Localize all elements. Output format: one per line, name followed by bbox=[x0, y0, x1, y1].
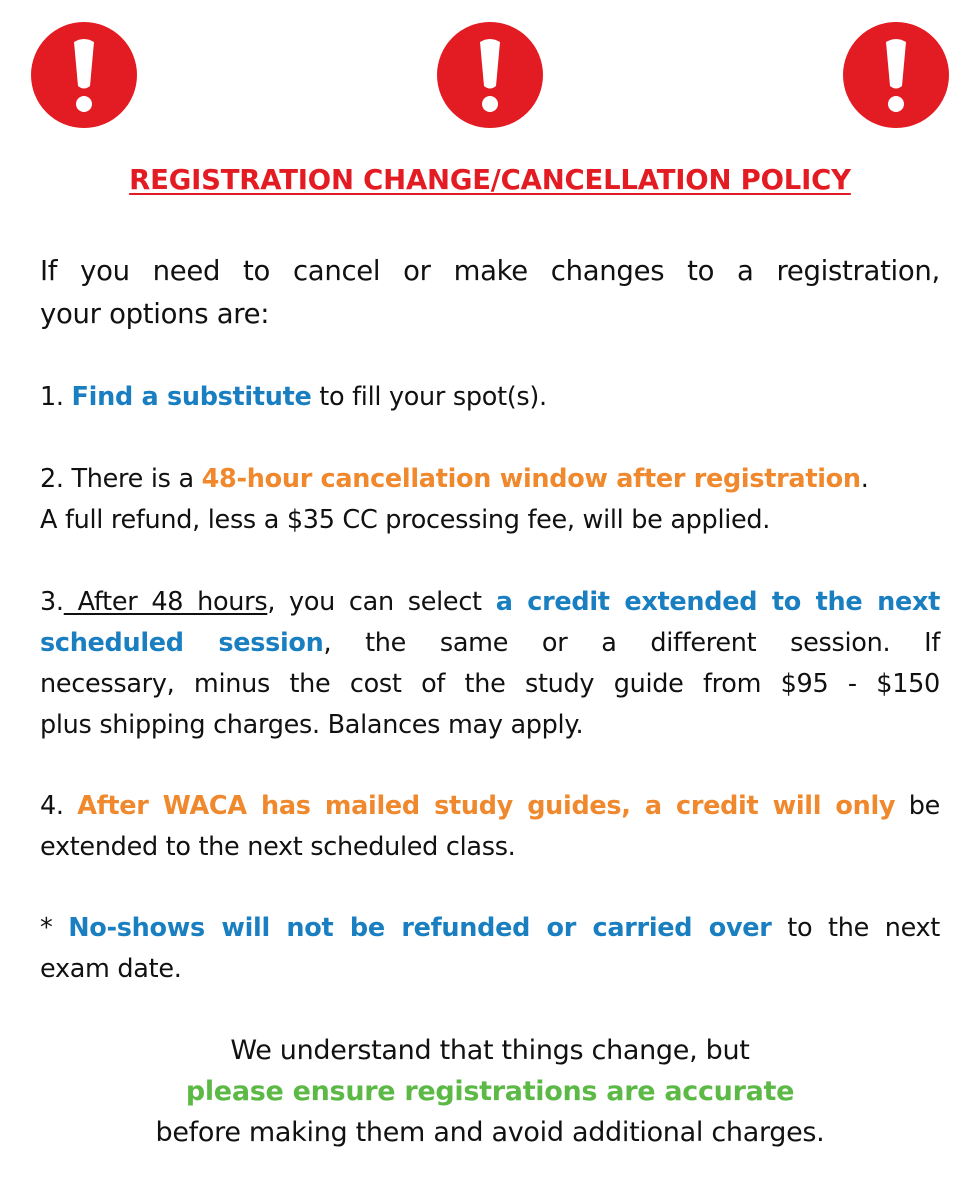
note-prefix: * bbox=[40, 913, 69, 943]
option-4 bbox=[40, 786, 940, 868]
option-2-suffix: . bbox=[860, 464, 869, 494]
option-1-number: 1. bbox=[40, 382, 72, 412]
option-3-highlight-b: scheduled session bbox=[40, 628, 324, 658]
option-1 bbox=[40, 377, 940, 418]
option-3-underlined: After 48 hours bbox=[63, 587, 268, 617]
option-3-line-3: necessary, minus the cost of the study guide from $95 - $150 bbox=[40, 669, 940, 699]
intro-paragraph bbox=[40, 250, 940, 336]
closing-highlight: please ensure registrations are accurate bbox=[185, 1076, 795, 1107]
note-after-highlight: to the next bbox=[771, 913, 941, 943]
option-3-number: 3. bbox=[40, 587, 64, 617]
option-4-after-highlight: be bbox=[895, 791, 940, 821]
note-line-2: exam date. bbox=[40, 954, 182, 984]
option-3 bbox=[40, 582, 940, 746]
option-3-highlight-a: a credit extended to the next bbox=[495, 587, 941, 617]
exclamation-icon bbox=[437, 22, 543, 128]
option-4-highlight: After WACA has mailed study guides, a credit will only bbox=[77, 791, 896, 821]
intro-line-2: your options are: bbox=[40, 298, 270, 330]
closing-line-3: before making them and avoid additional charges. bbox=[155, 1117, 825, 1148]
note-highlight: No-shows will not be refunded or carried over bbox=[68, 913, 772, 943]
policy-title: REGISTRATION CHANGE/CANCELLATION POLICY bbox=[129, 164, 851, 196]
option-2-prefix: 2. There is a bbox=[40, 464, 202, 494]
option-3-middle: , you can select bbox=[267, 587, 496, 617]
no-show-note bbox=[40, 908, 940, 990]
option-1-text: to fill your spot(s). bbox=[311, 382, 547, 412]
closing-line-1: We understand that things change, but bbox=[230, 1035, 750, 1066]
option-2-line-2: A full refund, less a $35 CC processing fee, will be applied. bbox=[40, 505, 771, 535]
option-1-highlight: Find a substitute bbox=[71, 382, 312, 412]
intro-line-1: If you need to cancel or make changes to a registration, bbox=[40, 255, 940, 287]
exclamation-icon bbox=[843, 22, 949, 128]
option-4-number: 4. bbox=[40, 791, 78, 821]
option-3-after-highlight: , the same or a different session. If bbox=[323, 628, 940, 658]
exclamation-icon bbox=[31, 22, 137, 128]
option-4-line-2: extended to the next scheduled class. bbox=[40, 832, 516, 862]
closing-message bbox=[0, 1030, 980, 1153]
option-2 bbox=[40, 459, 940, 541]
option-2-highlight: 48-hour cancellation window after registration bbox=[201, 464, 861, 494]
option-3-line-4: plus shipping charges. Balances may apply. bbox=[40, 710, 584, 740]
